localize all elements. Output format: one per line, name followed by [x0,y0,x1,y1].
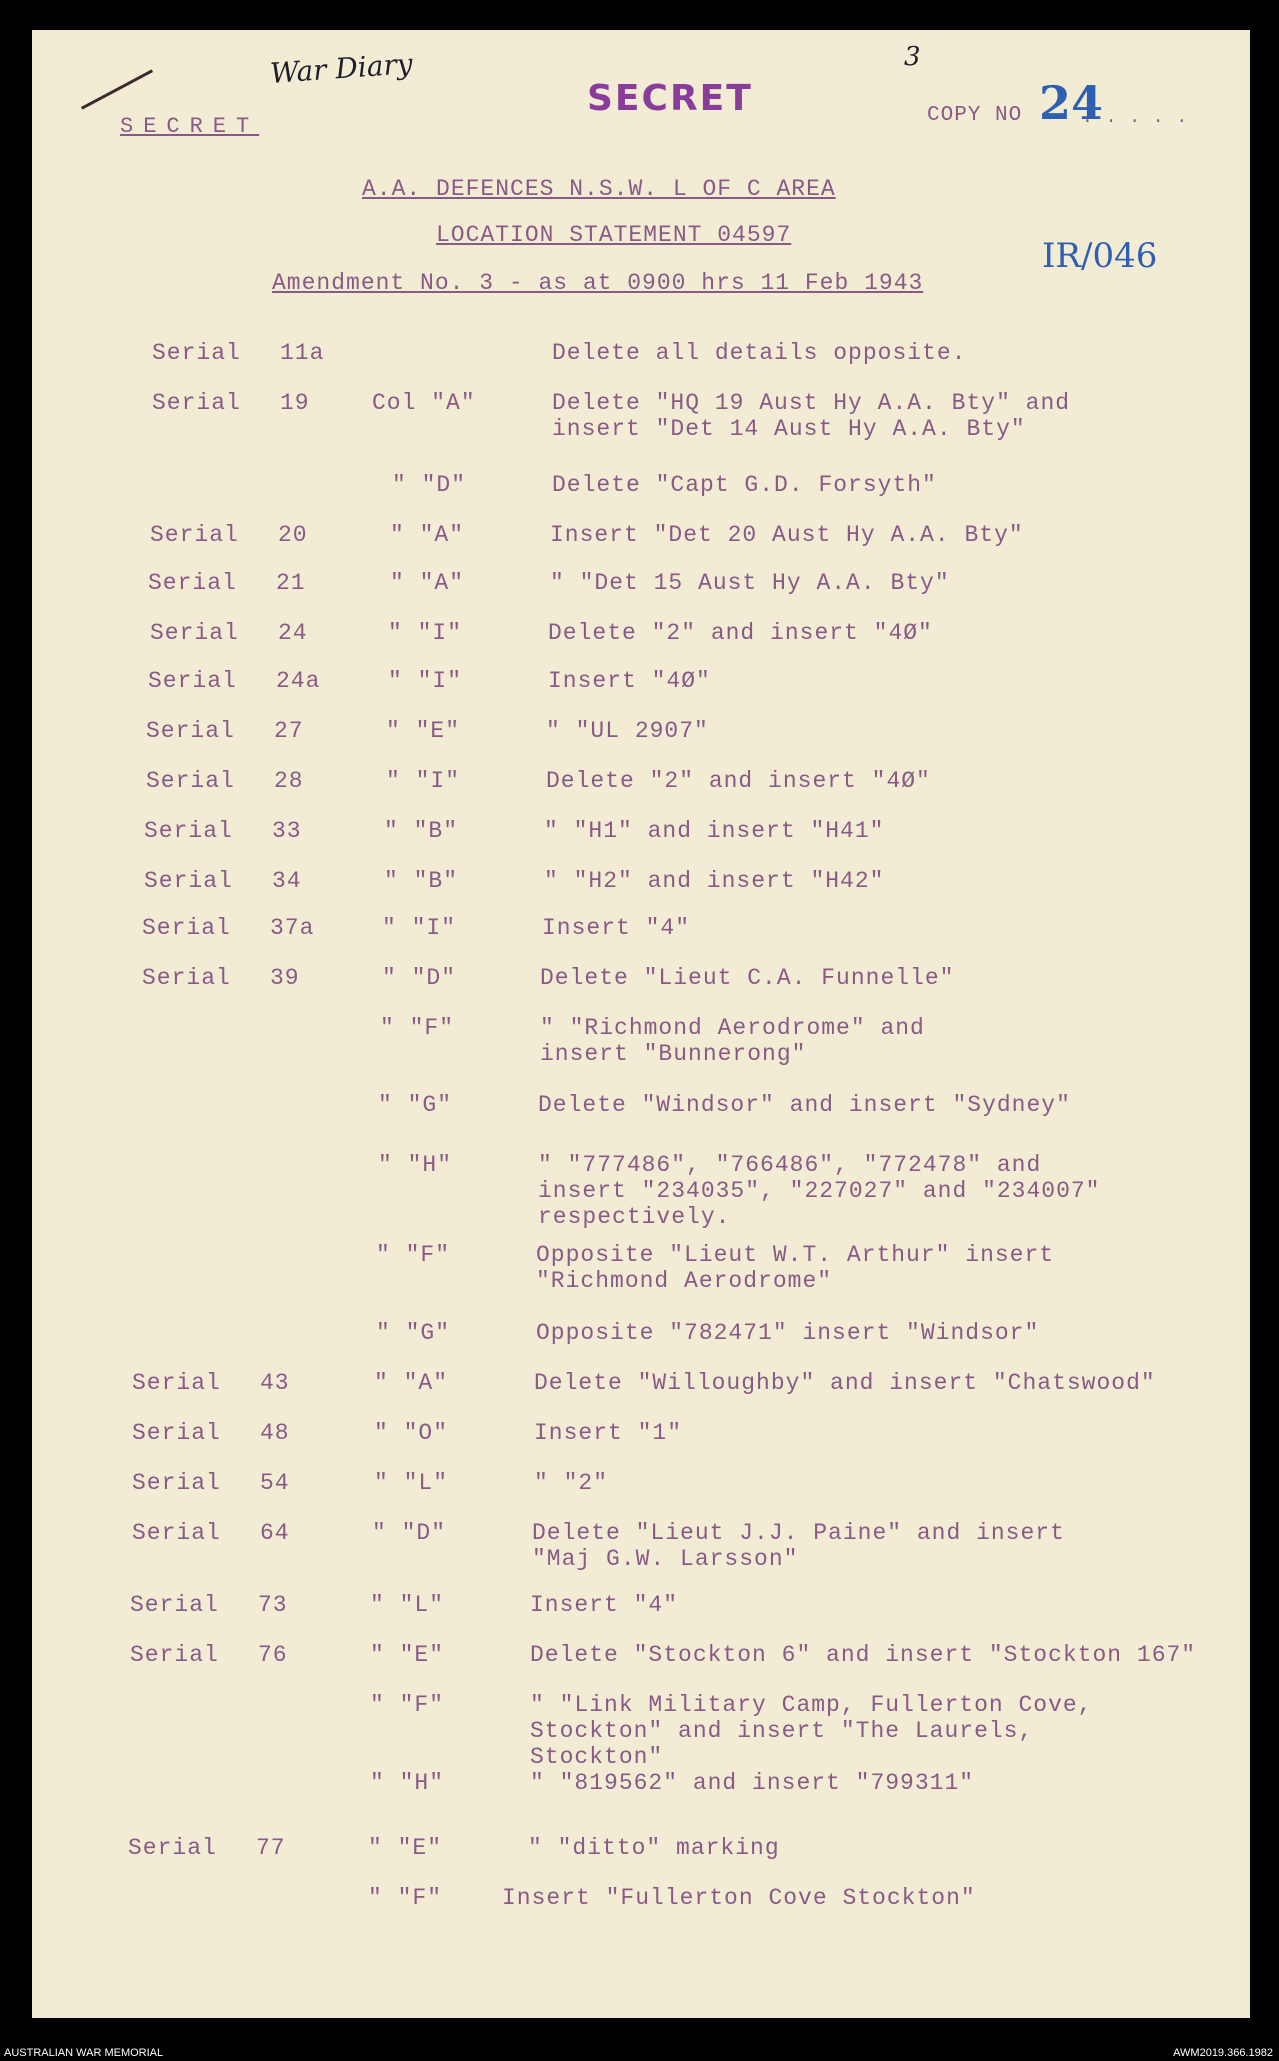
amendment-text: Insert "Fullerton Cove Stockton" [502,1885,976,1911]
serial-label: Serial [146,768,235,794]
serial-number: 77 [256,1835,286,1861]
amendment-text: " "Link Military Camp, Fullerton Cove, [530,1692,1093,1718]
column-ref: " "F" [368,1885,443,1911]
amendment-text: insert "234035", "227027" and "234007" [538,1178,1101,1204]
amendment-text: Insert "4Ø" [548,668,711,694]
amendment-text: " "H1" and insert "H41" [544,818,885,844]
column-ref: " "D" [392,472,467,498]
handwritten-page-number: 3 [904,42,921,72]
serial-label: Serial [152,390,241,416]
column-ref: " "F" [376,1242,451,1268]
column-ref: " "I" [386,768,461,794]
secret-stamp: SECRET [587,78,753,119]
serial-number: 73 [258,1592,288,1618]
serial-number: 64 [260,1520,290,1546]
copy-no-label: COPY NO [927,104,1023,127]
column-ref: " "I" [382,915,457,941]
serial-label: Serial [142,965,231,991]
amendment-text: Delete all details opposite. [552,340,967,366]
amendment-text: Insert "4" [530,1592,679,1618]
column-ref: " "I" [388,620,463,646]
column-ref: Col "A" [372,390,476,416]
column-ref: " "A" [374,1370,449,1396]
amendment-text: Stockton" [530,1744,664,1770]
serial-number: 43 [260,1370,290,1396]
serial-label: Serial [144,868,233,894]
column-ref: " "H" [378,1152,453,1178]
amendment-text: "Maj G.W. Larsson" [532,1546,799,1572]
column-ref: " "L" [370,1592,445,1618]
serial-label: Serial [128,1835,217,1861]
footer-left: AUSTRALIAN WAR MEMORIAL [4,2047,164,2059]
column-ref: " "E" [386,718,461,744]
column-ref: " "I" [388,668,463,694]
amendment-text: Stockton" and insert "The Laurels, [530,1718,1034,1744]
serial-label: Serial [152,340,241,366]
serial-number: 11a [280,340,325,366]
amendment-text: Delete "2" and insert "4Ø" [548,620,933,646]
amendment-text: insert "Det 14 Aust Hy A.A. Bty" [552,416,1026,442]
column-ref: " "E" [368,1835,443,1861]
amendment-text: " "777486", "766486", "772478" and [538,1152,1042,1178]
column-ref: " "E" [370,1642,445,1668]
column-ref: " "G" [376,1320,451,1346]
column-ref: " "O" [374,1420,449,1446]
serial-number: 27 [274,718,304,744]
amendment-text: Insert "1" [534,1420,683,1446]
amendment-text: Delete "Stockton 6" and insert "Stockton 167" [530,1642,1197,1668]
serial-label: Serial [132,1370,221,1396]
column-ref: " "D" [382,965,457,991]
amendment-text: " "H2" and insert "H42" [544,868,885,894]
serial-number: 20 [278,522,308,548]
amendment-text: Delete "Capt G.D. Forsyth" [552,472,937,498]
serial-label: Serial [130,1642,219,1668]
serial-number: 28 [274,768,304,794]
serial-number: 48 [260,1420,290,1446]
amendment-text: " "Richmond Aerodrome" and [540,1015,925,1041]
column-ref: " "G" [378,1092,453,1118]
serial-number: 76 [258,1642,288,1668]
copy-no-dots: . . . . . [1082,108,1189,128]
serial-label: Serial [148,570,237,596]
serial-label: Serial [132,1420,221,1446]
handwritten-copy-number: 24 [1039,76,1104,130]
amendment-text: " "Det 15 Aust Hy A.A. Bty" [550,570,950,596]
serial-label: Serial [150,620,239,646]
amendment-text: " "ditto" marking [528,1835,780,1861]
serial-label: Serial [132,1470,221,1496]
serial-label: Serial [146,718,235,744]
amendment-text: "Richmond Aerodrome" [536,1268,833,1294]
typed-secret: SECRET [120,114,260,139]
column-ref: " "B" [384,868,459,894]
handwritten-war-diary: War Diary [269,47,414,90]
serial-number: 33 [272,818,302,844]
serial-number: 21 [276,570,306,596]
serial-number: 24a [276,668,321,694]
title-line-3: Amendment No. 3 - as at 0900 hrs 11 Feb 1943 [272,270,924,296]
amendment-text: Delete "2" and insert "4Ø" [546,768,931,794]
amendment-text: insert "Bunnerong" [540,1041,807,1067]
column-ref: " "A" [390,570,465,596]
amendment-text: Delete "Willoughby" and insert "Chatswood" [534,1370,1156,1396]
serial-label: Serial [142,915,231,941]
serial-number: 19 [280,390,310,416]
column-ref: " "F" [380,1015,455,1041]
column-ref: " "D" [372,1520,447,1546]
serial-number: 34 [272,868,302,894]
amendment-text: Opposite "782471" insert "Windsor" [536,1320,1040,1346]
column-ref: " "H" [370,1770,445,1796]
amendment-text: " "UL 2907" [546,718,709,744]
column-ref: " "F" [370,1692,445,1718]
serial-label: Serial [148,668,237,694]
title-line-2: LOCATION STATEMENT 04597 [436,222,792,248]
amendment-text: " "819562" and insert "799311" [530,1770,975,1796]
column-ref: " "L" [374,1470,449,1496]
title-line-1: A.A. DEFENCES N.S.W. L OF C AREA [362,176,836,202]
serial-number: 37a [270,915,315,941]
serial-number: 54 [260,1470,290,1496]
amendment-text: Opposite "Lieut W.T. Arthur" insert [536,1242,1055,1268]
column-ref: " "A" [390,522,465,548]
amendment-text: Delete "Windsor" and insert "Sydney" [538,1092,1071,1118]
pen-mark [81,69,153,109]
serial-number: 39 [270,965,300,991]
amendment-text: Insert "4" [542,915,691,941]
amendment-text: respectively. [538,1204,731,1230]
serial-label: Serial [130,1592,219,1618]
document-page [32,30,1250,2018]
handwritten-ir-code: IR/046 [1042,236,1158,276]
amendment-text: Delete "HQ 19 Aust Hy A.A. Bty" and [552,390,1071,416]
serial-label: Serial [150,522,239,548]
amendment-text: " "2" [534,1470,609,1496]
serial-label: Serial [132,1520,221,1546]
serial-label: Serial [144,818,233,844]
amendment-text: Delete "Lieut J.J. Paine" and insert [532,1520,1065,1546]
amendment-text: Insert "Det 20 Aust Hy A.A. Bty" [550,522,1024,548]
footer-right: AWM2019.366.1982 [1173,2047,1273,2059]
serial-number: 24 [278,620,308,646]
column-ref: " "B" [384,818,459,844]
amendment-text: Delete "Lieut C.A. Funnelle" [540,965,955,991]
